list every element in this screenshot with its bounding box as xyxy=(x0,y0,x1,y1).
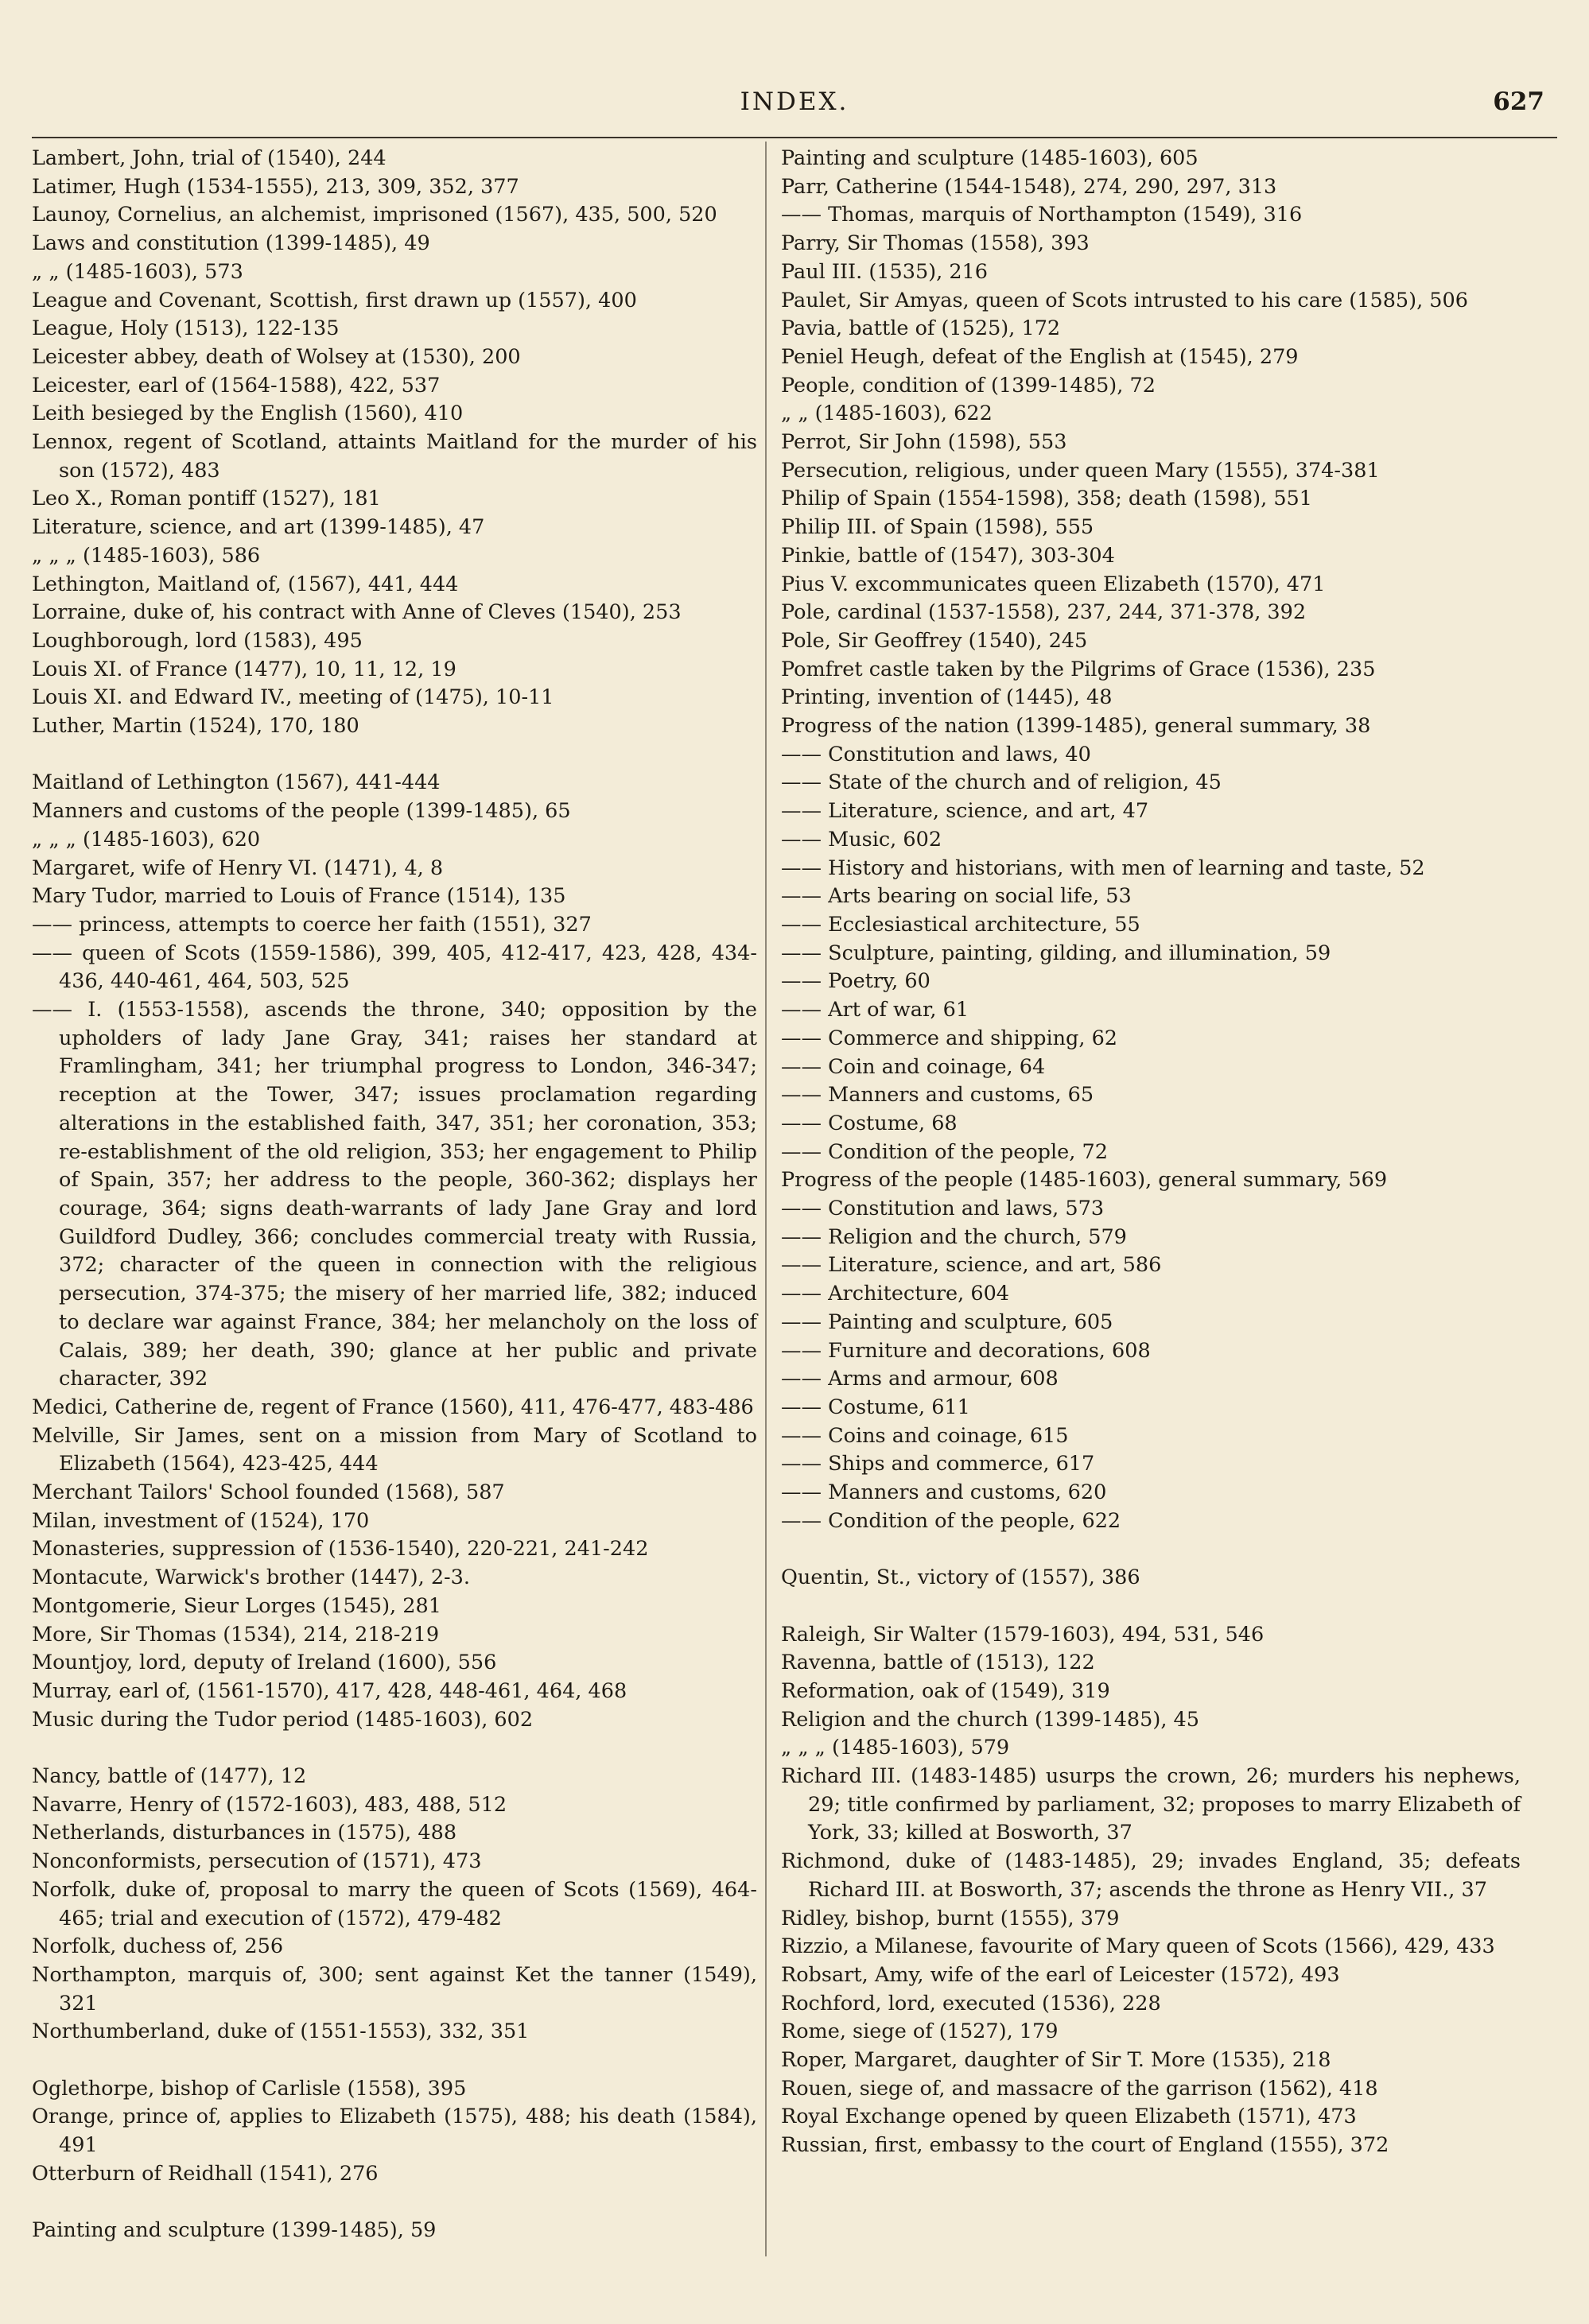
right-column xyxy=(781,145,1521,2160)
index-entry: Philip of Spain (1554-1598), 358; death (1598), 551 xyxy=(781,487,1313,511)
index-entry: —— Coin and coinage, 64 xyxy=(781,1054,1046,1079)
index-entry: —— Commerce and shipping, 62 xyxy=(781,1026,1118,1050)
index-entry: —— Condition of the people, 72 xyxy=(781,1139,1108,1164)
index-entry: —— I. (1553-1558), ascends the throne, 340; opposition by the upholders of lady Jane Gray, 341; raises her standard at Framlingham, 341; her triumphal progress to London, 346-347; reception at the Tower, 347; issues proclamation regarding alterations in the established faith, 347, 351; her coronation, 353; re-establishment of the old religion, 353; her engagement to Philip of Spain, 357; her address to the people, 360-362; displays her courage, 364; signs death-warrants of lady Jane Gray and lord Guildford Dudley, 366; concludes commercial treaty with Russia, 372; character of the queen in connection with the religious persecution, 374-375; the misery of her married life, 382; induced to declare war against France, 384; her melancholy on the loss of Calais, 389; her death, 390; glance at her public and private character, 392 xyxy=(32,998,757,1391)
index-entry: Oglethorpe, bishop of Carlisle (1558), 395 xyxy=(32,2076,467,2101)
index-entry: Ridley, bishop, burnt (1555), 379 xyxy=(781,1906,1120,1930)
left-column xyxy=(32,145,757,2245)
header-rule xyxy=(32,137,1557,138)
index-entry: Raleigh, Sir Walter (1579-1603), 494, 531, 546 xyxy=(781,1622,1265,1647)
index-entry: Lennox, regent of Scotland, attaints Maitland for the murder of his son (1572), 483 xyxy=(32,430,757,483)
index-entry: Music during the Tudor period (1485-1603), 602 xyxy=(32,1707,534,1732)
index-entry: Montgomerie, Sieur Lorges (1545), 281 xyxy=(32,1593,441,1618)
index-entry: Mary Tudor, married to Louis of France (1514), 135 xyxy=(32,884,566,909)
index-entry: Lambert, John, trial of (1540), 244 xyxy=(32,146,387,170)
section-gap xyxy=(32,741,757,770)
index-entry: Maitland of Lethington (1567), 441-444 xyxy=(32,770,441,795)
index-entry: Reformation, oak of (1549), 319 xyxy=(781,1678,1110,1703)
index-entry: Roper, Margaret, daughter of Sir T. More (1535), 218 xyxy=(781,2048,1331,2073)
index-entry: Melville, Sir James, sent on a mission from Mary of Scotland to Elizabeth (1564), 423-425, 444 xyxy=(32,1423,757,1476)
index-entry: Parry, Sir Thomas (1558), 393 xyxy=(781,231,1090,256)
index-entry: Montacute, Warwick's brother (1447), 2-3. xyxy=(32,1565,470,1590)
index-entry: —— Thomas, marquis of Northampton (1549), 316 xyxy=(781,203,1303,227)
index-entry: Progress of the nation (1399-1485), general summary, 38 xyxy=(781,714,1371,739)
index-entry: Netherlands, disturbances in (1575), 488 xyxy=(32,1821,457,1845)
index-entry: —— Ships and commerce, 617 xyxy=(781,1452,1095,1476)
index-entry: —— History and historians, with men of learning and taste, 52 xyxy=(781,855,1425,880)
index-entry: Philip III. of Spain (1598), 555 xyxy=(781,515,1094,540)
index-entry: Perrot, Sir John (1598), 553 xyxy=(781,430,1067,455)
index-entry: Quentin, St., victory of (1557), 386 xyxy=(781,1565,1140,1590)
index-entry: Rochford, lord, executed (1536), 228 xyxy=(781,1991,1161,2016)
index-entry: Pavia, battle of (1525), 172 xyxy=(781,316,1061,341)
page-title: INDEX. xyxy=(740,87,849,116)
index-entry: Royal Exchange opened by queen Elizabeth (1571), 473 xyxy=(781,2105,1357,2129)
index-entry: Northampton, marquis of, 300; sent against Ket the tanner (1549), 321 xyxy=(32,1962,757,2016)
index-entry: Navarre, Henry of (1572-1603), 483, 488, 512 xyxy=(32,1792,507,1817)
index-entry: Lorraine, duke of, his contract with Anne of Cleves (1540), 253 xyxy=(32,600,682,625)
index-entry: Painting and sculpture (1485-1603), 605 xyxy=(781,146,1199,170)
index-entry: —— Condition of the people, 622 xyxy=(781,1508,1121,1533)
index-entry: Laws and constitution (1399-1485), 49 xyxy=(32,231,430,256)
index-entry: Norfolk, duke of, proposal to marry the queen of Scots (1569), 464-465; trial and execution of (1572), 479-482 xyxy=(32,1877,757,1930)
page-number: 627 xyxy=(1493,87,1544,116)
section-gap xyxy=(32,2047,757,2075)
index-entry: —— Manners and customs, 620 xyxy=(781,1480,1107,1505)
index-entry: Leicester, earl of (1564-1588), 422, 537 xyxy=(32,373,441,398)
index-entry: —— Poetry, 60 xyxy=(781,969,930,994)
index-entry: Leith besieged by the English (1560), 410 xyxy=(32,402,464,426)
index-entry: —— Literature, science, and art, 47 xyxy=(781,799,1149,824)
index-entry: Milan, investment of (1524), 170 xyxy=(32,1508,370,1533)
index-entry: „ „ (1485-1603), 622 xyxy=(781,402,993,426)
index-entry: Richard III. (1483-1485) usurps the crown, 26; murders his nephews, 29; title confirmed by parliament, 32; proposes to marry Elizabeth of York, 33; killed at Bosworth, 37 xyxy=(781,1764,1521,1845)
index-entry: People, condition of (1399-1485), 72 xyxy=(781,373,1156,398)
index-entry: Manners and customs of the people (1399-1485), 65 xyxy=(32,799,571,824)
index-entry: —— Painting and sculpture, 605 xyxy=(781,1309,1113,1334)
index-entry: Launoy, Cornelius, an alchemist, imprisoned (1567), 435, 500, 520 xyxy=(32,203,717,227)
index-entry: Pole, Sir Geoffrey (1540), 245 xyxy=(781,628,1088,653)
index-entry: Russian, first, embassy to the court of England (1555), 372 xyxy=(781,2133,1389,2158)
index-entry: „ „ „ (1485-1603), 579 xyxy=(781,1736,1010,1760)
index-entry: —— Ecclesiastical architecture, 55 xyxy=(781,912,1140,937)
index-entry: —— princess, attempts to coerce her faith (1551), 327 xyxy=(32,912,592,937)
index-entry: Paulet, Sir Amyas, queen of Scots intrusted to his care (1585), 506 xyxy=(781,288,1468,312)
index-entry: Robsart, Amy, wife of the earl of Leicester (1572), 493 xyxy=(781,1962,1340,1987)
index-entry: Otterburn of Reidhall (1541), 276 xyxy=(32,2161,379,2186)
index-entry: —— Architecture, 604 xyxy=(781,1282,1010,1306)
index-entry: League and Covenant, Scottish, first drawn up (1557), 400 xyxy=(32,288,637,312)
index-entry: —— Coins and coinage, 615 xyxy=(781,1423,1069,1448)
index-entry: „ „ „ (1485-1603), 586 xyxy=(32,543,261,568)
index-entry: Lethington, Maitland of, (1567), 441, 444 xyxy=(32,572,459,596)
index-entry: —— Constitution and laws, 40 xyxy=(781,742,1091,766)
index-entry: —— Manners and customs, 65 xyxy=(781,1083,1094,1108)
index-entry: Paul III. (1535), 216 xyxy=(781,259,989,284)
index-entry: „ „ „ (1485-1603), 620 xyxy=(32,827,261,852)
index-entry: Mountjoy, lord, deputy of Ireland (1600), 556 xyxy=(32,1651,497,1675)
index-entry: Louis XI. and Edward IV., meeting of (1475), 10-11 xyxy=(32,685,554,710)
index-entry: —— Costume, 611 xyxy=(781,1395,970,1419)
index-entry: —— Arms and armour, 608 xyxy=(781,1367,1059,1391)
index-entry: Literature, science, and art (1399-1485), 47 xyxy=(32,515,485,540)
index-entry: Persecution, religious, under queen Mary (1555), 374-381 xyxy=(781,458,1380,483)
index-entry: —— Literature, science, and art, 586 xyxy=(781,1253,1162,1278)
index-entry: League, Holy (1513), 122-135 xyxy=(32,316,340,341)
section-gap xyxy=(32,2189,757,2217)
index-entry: —— State of the church and of religion, 45 xyxy=(781,770,1222,795)
index-entry: More, Sir Thomas (1534), 214, 218-219 xyxy=(32,1622,440,1647)
index-entry: —— Constitution and laws, 573 xyxy=(781,1197,1105,1221)
index-entry: —— Music, 602 xyxy=(781,827,942,852)
index-entry: Printing, invention of (1445), 48 xyxy=(781,685,1113,710)
index-entry: Painting and sculpture (1399-1485), 59 xyxy=(32,2218,437,2243)
index-entry: —— Furniture and decorations, 608 xyxy=(781,1338,1151,1363)
index-entry: Progress of the people (1485-1603), general summary, 569 xyxy=(781,1168,1388,1193)
index-entry: Latimer, Hugh (1534-1555), 213, 309, 352, 377 xyxy=(32,174,519,199)
index-entry: Nonconformists, persecution of (1571), 473 xyxy=(32,1849,482,1874)
index-entry: Pius V. excommunicates queen Elizabeth (1570), 471 xyxy=(781,572,1326,596)
index-entry: Loughborough, lord (1583), 495 xyxy=(32,628,363,653)
index-entry: Monasteries, suppression of (1536-1540), 220-221, 241-242 xyxy=(32,1537,649,1562)
index-entry: Leo X., Roman pontiff (1527), 181 xyxy=(32,487,381,511)
index-entry: Luther, Martin (1524), 170, 180 xyxy=(32,714,359,739)
index-entry: —— Art of war, 61 xyxy=(781,998,969,1022)
index-entry: —— queen of Scots (1559-1586), 399, 405, 412-417, 423, 428, 434-436, 440-461, 464, 503, 525 xyxy=(32,941,757,994)
index-entry: Peniel Heugh, defeat of the English at (1545), 279 xyxy=(781,344,1299,369)
index-entry: Parr, Catherine (1544-1548), 274, 290, 297, 313 xyxy=(781,174,1277,199)
index-entry: Northumberland, duke of (1551-1553), 332, 351 xyxy=(32,2019,530,2044)
section-gap xyxy=(781,1593,1521,1621)
index-entry: Nancy, battle of (1477), 12 xyxy=(32,1764,307,1789)
index-entry: Pomfret castle taken by the Pilgrims of Grace (1536), 235 xyxy=(781,657,1376,681)
index-entry: Norfolk, duchess of, 256 xyxy=(32,1934,284,1959)
index-entry: Leicester abbey, death of Wolsey at (1530), 200 xyxy=(32,344,521,369)
index-entry: Rome, siege of (1527), 179 xyxy=(781,2019,1059,2044)
index-entry: Pole, cardinal (1537-1558), 237, 244, 371-378, 392 xyxy=(781,600,1307,625)
index-entry: Louis XI. of France (1477), 10, 11, 12, 19 xyxy=(32,657,456,681)
index-entry: Medici, Catherine de, regent of France (1560), 411, 476-477, 483-486 xyxy=(32,1395,754,1419)
index-entry: —— Costume, 68 xyxy=(781,1111,958,1135)
index-entry: —— Sculpture, painting, gilding, and illumination, 59 xyxy=(781,941,1331,965)
index-entry: Richmond, duke of (1483-1485), 29; invades England, 35; defeats Richard III. at Bosworth, 37; ascends the throne as Henry VII., 37 xyxy=(781,1849,1521,1902)
section-gap xyxy=(32,1734,757,1763)
index-entry: Murray, earl of, (1561-1570), 417, 428, 448-461, 464, 468 xyxy=(32,1678,627,1703)
index-entry: Rizzio, a Milanese, favourite of Mary queen of Scots (1566), 429, 433 xyxy=(781,1934,1495,1959)
index-entry: „ „ (1485-1603), 573 xyxy=(32,259,243,284)
column-divider xyxy=(765,142,767,2256)
index-entry: Merchant Tailors' School founded (1568), 587 xyxy=(32,1480,505,1505)
section-gap xyxy=(781,1535,1521,1564)
index-entry: Ravenna, battle of (1513), 122 xyxy=(781,1651,1095,1675)
index-entry: —— Religion and the church, 579 xyxy=(781,1224,1127,1249)
index-entry: Pinkie, battle of (1547), 303-304 xyxy=(781,543,1115,568)
index-entry: Religion and the church (1399-1485), 45 xyxy=(781,1707,1199,1732)
index-entry: Margaret, wife of Henry VI. (1471), 4, 8 xyxy=(32,855,444,880)
index-entry: Orange, prince of, applies to Elizabeth (1575), 488; his death (1584), 491 xyxy=(32,2105,757,2158)
index-entry: —— Arts bearing on social life, 53 xyxy=(781,884,1132,909)
index-entry: Rouen, siege of, and massacre of the garrison (1562), 418 xyxy=(781,2076,1378,2101)
